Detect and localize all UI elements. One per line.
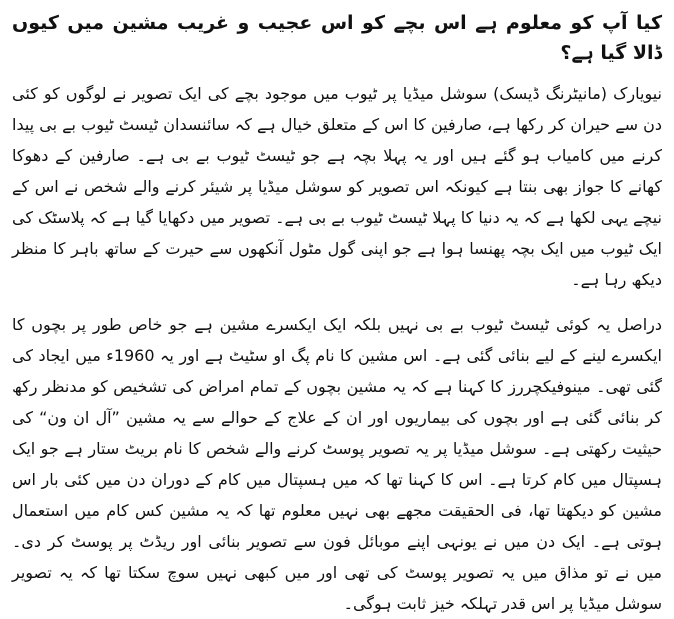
news-article xyxy=(12,8,662,619)
article-headline: کیا آپ کو معلوم ہے اس بچے کو اس عجیب و غریب مشین میں کیوں ڈالا گیا ہے؟ xyxy=(12,12,662,64)
article-paragraph-1: نیویارک (مانیٹرنگ ڈیسک) سوشل میڈیا پر ٹیوب میں موجود بچے کی ایک تصویر نے لوگوں کو کئی دن سے حیران کر رکھا ہے، صارفین کا اس کے متعلق خیال ہے کہ سائنسدان ٹیسٹ ٹیوب بے بی پیدا کرنے میں کامیاب ہو گئے ہیں اور یہ پہلا بچہ ہے جو ٹیسٹ ٹیوب بے بی ہے۔ صارفین کے دھوکا کھانے کا جواز بھی بنتا ہے کیونکہ اس تصویر کو سوشل میڈیا پر شیئر کرنے والے شخص نے اس کے نیچے یہی لکھا ہے کہ یہ دنیا کا پہلا ٹیسٹ ٹیوب بے بی ہے۔ تصویر میں دکھایا گیا ہے کہ پلاسٹک کی ایک ٹیوب میں ایک بچہ پھنسا ہوا ہے جو اپنی گول مٹول آنکھوں سے حیرت کے ساتھ باہر کا منظر دیکھ رہا ہے۔ xyxy=(12,84,663,289)
article-paragraph-2: دراصل یہ کوئی ٹیسٹ ٹیوب بے بی نہیں بلکہ ایک ایکسرے مشین ہے جو خاص طور پر بچوں کا ایکسرے لینے کے لیے بنائی گئی ہے۔ اس مشین کا نام پگ او سٹیٹ ہے اور یہ 1960ء میں ایجاد کی گئی تھی۔ مینوفیکچررز کا کہنا ہے کہ یہ مشین بچوں کے تمام امراض کی تشخیص کو مدنظر رکھ کر بنائی گئی ہے اور بچوں کی بیماریوں اور ان کے علاج کے حوالے سے یہ مشین ”آل ان ون“ کی حیثیت رکھتی ہے۔ سوشل میڈیا پر یہ تصویر پوسٹ کرنے والے شخص کا نام بریٹ ستار ہے جو ایک ہسپتال میں کام کرتا ہے۔ اس کا کہنا تھا کہ میں ہسپتال میں کام کے دوران دن میں کئی بار اس مشین کو دیکھتا تھا، فی الحقیقت مجھے بھی نہیں معلوم تھا کہ یہ مشین کس کام میں استعمال ہوتی ہے۔ ایک دن میں نے یونہی اپنے موبائل فون سے تصویر بنائی اور ریڈٹ پر پوسٹ کر دی۔ میں نے تو مذاق میں یہ تصویر پوسٹ کی تھی اور میں کبھی نہیں سوچ سکتا تھا کہ یہ تصویر سوشل میڈیا پر اس قدر تہلکہ خیز ثابت ہوگی۔ xyxy=(12,315,662,613)
